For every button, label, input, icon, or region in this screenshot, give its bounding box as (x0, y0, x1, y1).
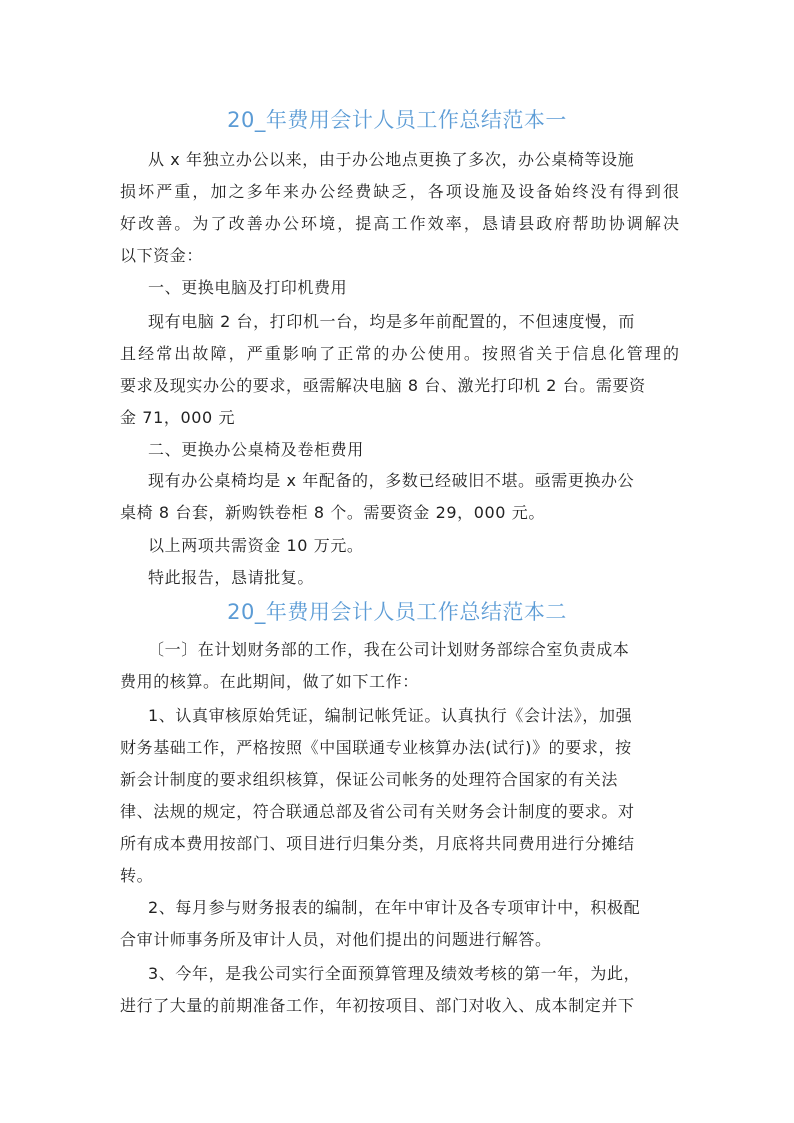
paragraph-line: 财务基础工作，严格按照《中国联通专业核算办法(试行)》的要求，按 (120, 738, 632, 757)
paragraph-line: 所有成本费用按部门、项目进行归集分类，月底将共同费用进行分摊结 (120, 834, 635, 853)
paragraph-line: 好改善。为了改善办公环境，提高工作效率，恳请县政府帮助协调解决 (120, 214, 682, 233)
paragraph-line: 以下资金： (120, 246, 204, 265)
paragraph-line: 3、今年，是我公司实行全面预算管理及绩效考核的第一年，为此， (148, 964, 641, 983)
paragraph-line: 转。 (120, 866, 154, 885)
paragraph-line: 2、每月参与财务报表的编制，在年中审计及各专项审计中，积极配 (148, 898, 641, 917)
paragraph-line: 现有电脑 2 台，打印机一台，均是多年前配置的，不但速度慢，而 (148, 312, 635, 331)
paragraph-line: 从 x 年独立办公以来，由于办公地点更换了多次，办公桌椅等设施 (148, 150, 635, 169)
paragraph-line: 且经常出故障，严重影响了正常的办公使用。按照省关于信息化管理的 (120, 344, 682, 363)
paragraph-line: 桌椅 8 台套，新购铁卷柜 8 个。需要资金 29，000 元。 (120, 503, 545, 522)
paragraph-line: 律、法规的规定，符合联通总部及省公司有关财务会计制度的要求。对 (120, 802, 635, 821)
heading-line: 一、更换电脑及打印机费用 (148, 278, 348, 297)
paragraph-line: 要求及现实办公的要求，亟需解决电脑 8 台、激光打印机 2 台。需要资 (120, 376, 646, 395)
section1-title: 20_年费用会计人员工作总结范本一 (227, 108, 567, 132)
paragraph-line: 以上两项共需资金 10 万元。 (148, 536, 364, 555)
section2-title: 20_年费用会计人员工作总结范本二 (227, 600, 567, 624)
paragraph-line: 合审计师事务所及审计人员，对他们提出的问题进行解答。 (120, 930, 552, 949)
paragraph-line: 现有办公桌椅均是 x 年配备的，多数已经破旧不堪。亟需更换办公 (148, 471, 635, 490)
paragraph-line: 1、认真审核原始凭证，编制记帐凭证。认真执行《会计法》，加强 (148, 706, 633, 725)
paragraph-line: 新会计制度的要求组织核算，保证公司帐务的处理符合国家的有关法 (120, 770, 619, 789)
paragraph-line: 特此报告，恳请批复。 (148, 568, 315, 587)
paragraph-line: 费用的核算。在此期间，做了如下工作： (120, 672, 419, 691)
paragraph-line: 金 71，000 元 (120, 408, 236, 427)
paragraph-line: 损坏严重，加之多年来办公经费缺乏，各项设施及设备始终没有得到很 (120, 182, 682, 201)
heading-line: 二、更换办公桌椅及卷柜费用 (148, 440, 364, 459)
paragraph-line: 〔一〕在计划财务部的工作，我在公司计划财务部综合室负责成本 (148, 640, 630, 659)
paragraph-line: 进行了大量的前期准备工作，年初按项目、部门对收入、成本制定并下 (120, 996, 635, 1015)
